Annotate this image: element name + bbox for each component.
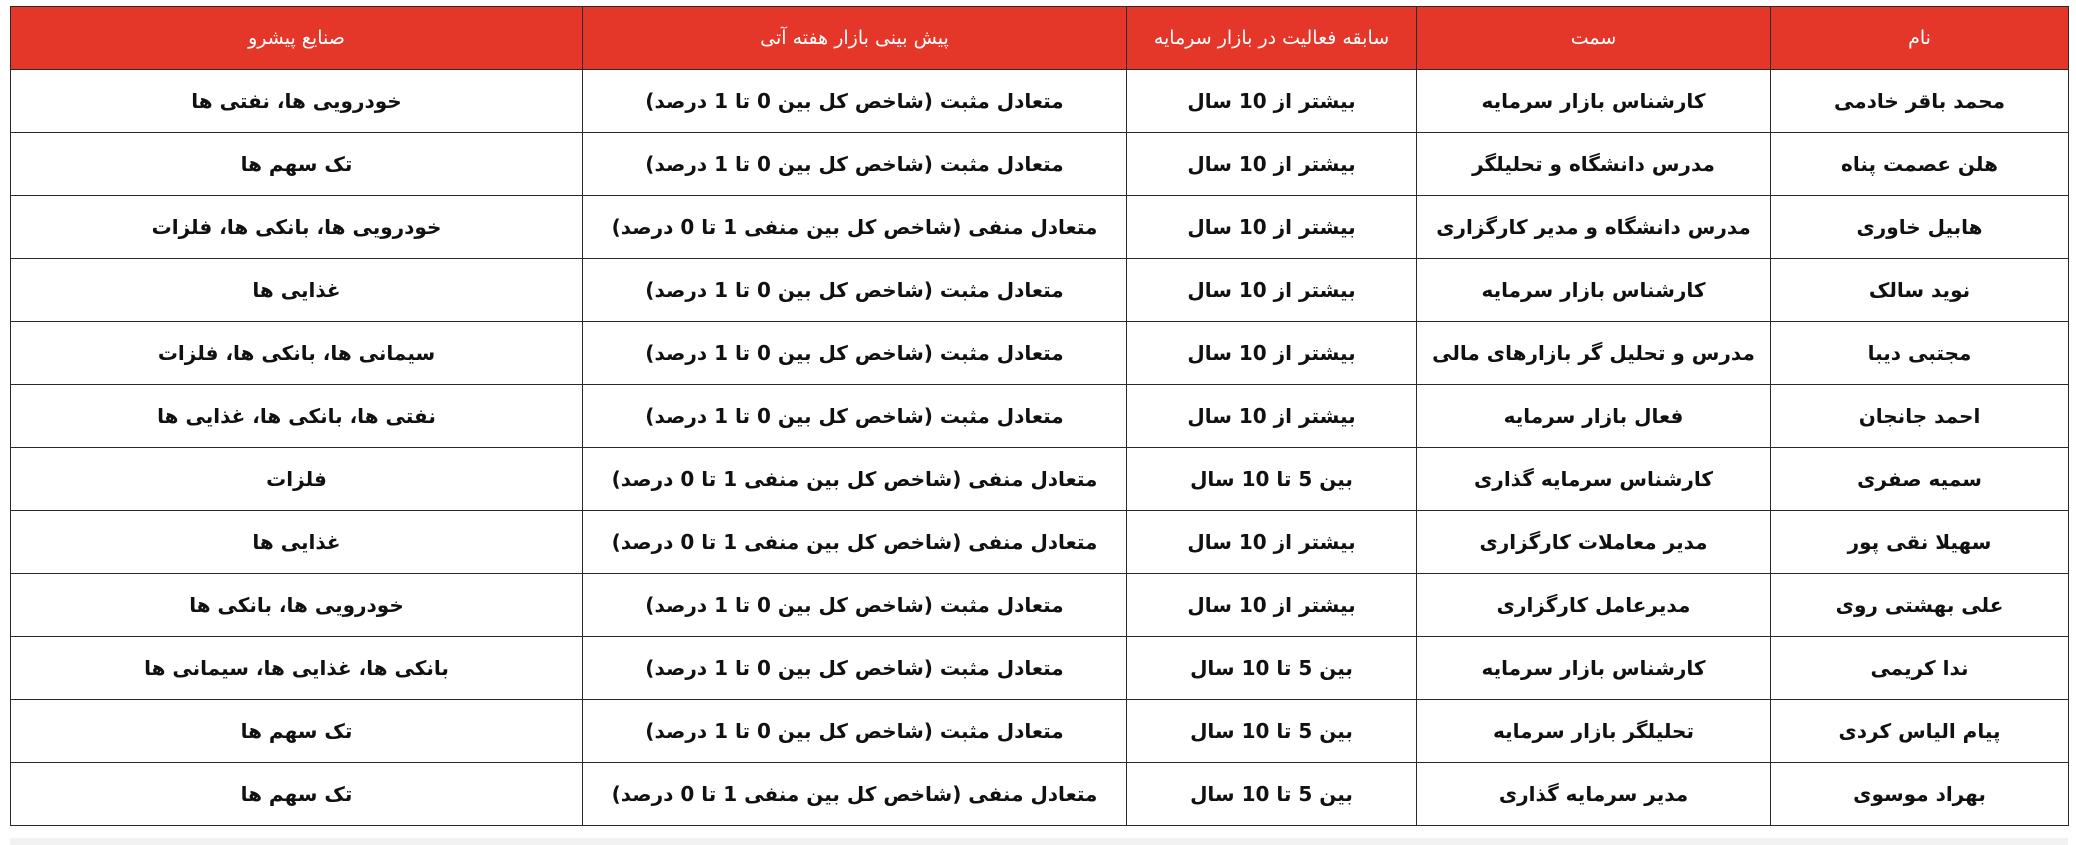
cell-industries: بانکی ها، غذایی ها، سیمانی ها xyxy=(11,637,583,700)
cell-name: مجتبی دیبا xyxy=(1771,322,2069,385)
cell-name: سهیلا نقی پور xyxy=(1771,511,2069,574)
cell-role: کارشناس بازار سرمایه xyxy=(1417,637,1771,700)
header-role: سمت xyxy=(1417,7,1771,70)
analyst-table-container xyxy=(10,6,2068,826)
cell-role: مدیر سرمایه گذاری xyxy=(1417,763,1771,826)
next-row-strip xyxy=(10,838,2068,845)
cell-experience: بیشتر از 10 سال xyxy=(1127,70,1417,133)
cell-experience: بیشتر از 10 سال xyxy=(1127,259,1417,322)
table-row xyxy=(11,196,2069,259)
table-row xyxy=(11,385,2069,448)
cell-role: مدرس دانشگاه و مدیر کارگزاری xyxy=(1417,196,1771,259)
cell-prediction: متعادل مثبت (شاخص کل بین 0 تا 1 درصد) xyxy=(583,70,1127,133)
cell-name: سمیه صفری xyxy=(1771,448,2069,511)
table-row xyxy=(11,448,2069,511)
cell-prediction: متعادل مثبت (شاخص کل بین 0 تا 1 درصد) xyxy=(583,385,1127,448)
cell-name: احمد جانجان xyxy=(1771,385,2069,448)
table-row xyxy=(11,70,2069,133)
cell-prediction: متعادل منفی (شاخص کل بین منفی 1 تا 0 درصد) xyxy=(583,196,1127,259)
cell-industries: تک سهم ها xyxy=(11,133,583,196)
table-row xyxy=(11,763,2069,826)
header-name: نام xyxy=(1771,7,2069,70)
cell-name: پیام الیاس کردی xyxy=(1771,700,2069,763)
cell-experience: بیشتر از 10 سال xyxy=(1127,574,1417,637)
cell-role: مدیرعامل کارگزاری xyxy=(1417,574,1771,637)
cell-experience: بین 5 تا 10 سال xyxy=(1127,448,1417,511)
header-prediction: پیش بینی بازار هفته آتی xyxy=(583,7,1127,70)
cell-experience: بیشتر از 10 سال xyxy=(1127,385,1417,448)
header-industries: صنایع پیشرو xyxy=(11,7,583,70)
cell-name: بهراد موسوی xyxy=(1771,763,2069,826)
cell-prediction: متعادل منفی (شاخص کل بین منفی 1 تا 0 درصد) xyxy=(583,448,1127,511)
cell-prediction: متعادل مثبت (شاخص کل بین 0 تا 1 درصد) xyxy=(583,637,1127,700)
table-row xyxy=(11,700,2069,763)
table-row xyxy=(11,133,2069,196)
cell-role: کارشناس بازار سرمایه xyxy=(1417,259,1771,322)
cell-experience: بین 5 تا 10 سال xyxy=(1127,763,1417,826)
cell-experience: بین 5 تا 10 سال xyxy=(1127,700,1417,763)
cell-role: مدرس و تحلیل گر بازارهای مالی xyxy=(1417,322,1771,385)
cell-prediction: متعادل مثبت (شاخص کل بین 0 تا 1 درصد) xyxy=(583,322,1127,385)
cell-role: فعال بازار سرمایه xyxy=(1417,385,1771,448)
cell-experience: بین 5 تا 10 سال xyxy=(1127,637,1417,700)
cell-experience: بیشتر از 10 سال xyxy=(1127,322,1417,385)
cell-name: هلن عصمت پناه xyxy=(1771,133,2069,196)
cell-prediction: متعادل منفی (شاخص کل بین منفی 1 تا 0 درصد) xyxy=(583,511,1127,574)
table-header xyxy=(11,7,2069,70)
cell-role: کارشناس سرمایه گذاری xyxy=(1417,448,1771,511)
cell-prediction: متعادل مثبت (شاخص کل بین 0 تا 1 درصد) xyxy=(583,259,1127,322)
header-experience: سابقه فعالیت در بازار سرمایه xyxy=(1127,7,1417,70)
table-body xyxy=(11,70,2069,826)
cell-industries: خودرویی ها، بانکی ها، فلزات xyxy=(11,196,583,259)
cell-industries: غذایی ها xyxy=(11,511,583,574)
cell-name: محمد باقر خادمی xyxy=(1771,70,2069,133)
cell-prediction: متعادل مثبت (شاخص کل بین 0 تا 1 درصد) xyxy=(583,700,1127,763)
cell-prediction: متعادل مثبت (شاخص کل بین 0 تا 1 درصد) xyxy=(583,133,1127,196)
header-row xyxy=(11,7,2069,70)
table-row xyxy=(11,574,2069,637)
cell-prediction: متعادل منفی (شاخص کل بین منفی 1 تا 0 درصد) xyxy=(583,763,1127,826)
cell-name: ندا کریمی xyxy=(1771,637,2069,700)
cell-experience: بیشتر از 10 سال xyxy=(1127,196,1417,259)
cell-industries: تک سهم ها xyxy=(11,763,583,826)
cell-name: نوید سالک xyxy=(1771,259,2069,322)
cell-industries: غذایی ها xyxy=(11,259,583,322)
cell-role: تحلیلگر بازار سرمایه xyxy=(1417,700,1771,763)
table-row xyxy=(11,322,2069,385)
cell-industries: خودرویی ها، بانکی ها xyxy=(11,574,583,637)
table-row xyxy=(11,259,2069,322)
table-row xyxy=(11,637,2069,700)
cell-experience: بیشتر از 10 سال xyxy=(1127,511,1417,574)
cell-industries: فلزات xyxy=(11,448,583,511)
cell-name: علی بهشتی روی xyxy=(1771,574,2069,637)
cell-prediction: متعادل مثبت (شاخص کل بین 0 تا 1 درصد) xyxy=(583,574,1127,637)
cell-role: کارشناس بازار سرمایه xyxy=(1417,70,1771,133)
cell-role: مدیر معاملات کارگزاری xyxy=(1417,511,1771,574)
cell-industries: نفتی ها، بانکی ها، غذایی ها xyxy=(11,385,583,448)
cell-industries: تک سهم ها xyxy=(11,700,583,763)
table-row xyxy=(11,511,2069,574)
cell-role: مدرس دانشگاه و تحلیلگر xyxy=(1417,133,1771,196)
analyst-prediction-table xyxy=(10,6,2069,826)
cell-industries: خودرویی ها، نفتی ها xyxy=(11,70,583,133)
cell-name: هابیل خاوری xyxy=(1771,196,2069,259)
cell-industries: سیمانی ها، بانکی ها، فلزات xyxy=(11,322,583,385)
cell-experience: بیشتر از 10 سال xyxy=(1127,133,1417,196)
